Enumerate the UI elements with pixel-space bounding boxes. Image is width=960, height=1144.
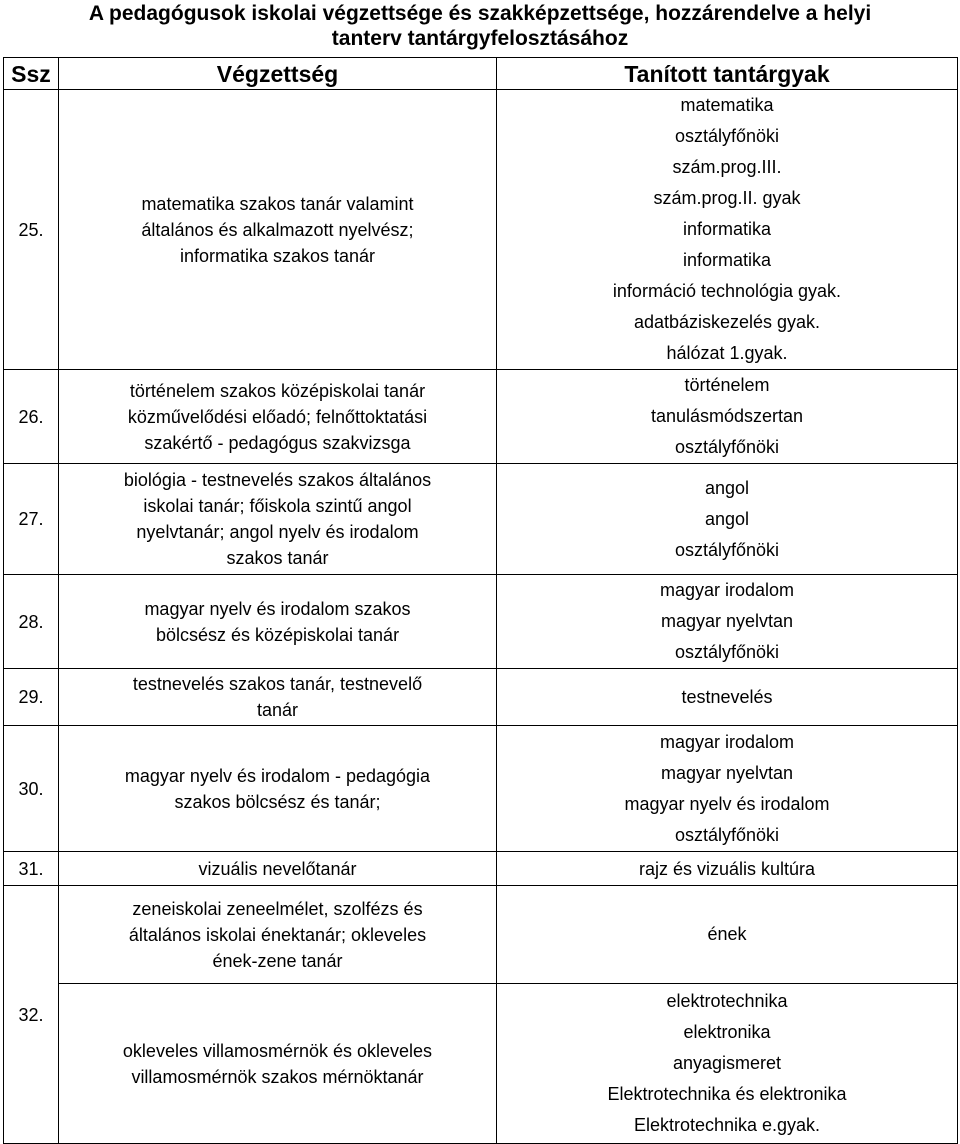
subject-item: magyar irodalom <box>659 731 795 752</box>
degree-line: informatika szakos tanár <box>179 245 376 266</box>
table-row <box>4 886 958 984</box>
row-number: 26. <box>4 370 59 464</box>
table-header-row <box>4 58 958 90</box>
degree-line: magyar nyelv és irodalom szakos <box>144 598 411 619</box>
subject-item: ének <box>707 924 747 944</box>
subject-item: szám.prog.II. gyak <box>653 188 801 208</box>
subject-item: informatika <box>682 250 772 270</box>
row-number: 30. <box>4 726 59 852</box>
subject-item: osztályfőnöki <box>674 539 780 560</box>
row-number: 27. <box>4 464 59 575</box>
subject-item: magyar irodalom <box>659 580 795 600</box>
row-number: 29. <box>4 669 59 726</box>
degree-cell <box>59 984 497 1144</box>
subjects-cell <box>497 90 958 370</box>
degree-line: szakos tanár <box>226 548 329 568</box>
teacher-table <box>3 57 958 1144</box>
document-title <box>0 0 960 51</box>
subject-item: Elektrotechnika és elektronika <box>607 1084 847 1104</box>
subject-item: informatika <box>682 219 772 239</box>
subjects-cell <box>497 984 958 1144</box>
table-row <box>4 90 958 370</box>
degree-line: szakértő - pedagógus szakvizsga <box>144 432 411 453</box>
subjects-cell <box>497 886 958 984</box>
degree-cell <box>59 90 497 370</box>
degree-line: villamosmérnök szakos mérnöktanár <box>131 1066 424 1087</box>
degree-line: általános és alkalmazott nyelvész; <box>141 219 414 240</box>
subject-item: elektrotechnika <box>666 991 788 1011</box>
subject-item: angol <box>704 508 750 529</box>
subjects-cell <box>497 726 958 852</box>
row-number: 31. <box>4 852 59 886</box>
degree-cell <box>59 669 497 726</box>
header-tanitott: Tanított tantárgyak <box>497 58 958 90</box>
degree-line: iskolai tanár; főiskola szintű angol <box>143 496 412 516</box>
subject-item: magyar nyelvtan <box>660 762 794 783</box>
table-row <box>4 726 958 852</box>
subjects-cell <box>497 669 958 726</box>
degree-cell <box>59 575 497 669</box>
degree-line: zeneiskolai zeneelmélet, szolfézs és <box>132 898 423 919</box>
subject-item: történelem <box>684 375 770 395</box>
subject-item: osztályfőnöki <box>674 126 780 146</box>
table-row <box>4 984 958 1144</box>
subject-item: anyagismeret <box>672 1053 782 1073</box>
degree-line: bölcsész és középiskolai tanár <box>155 624 400 645</box>
degree-line: magyar nyelv és irodalom - pedagógia <box>124 765 431 786</box>
subject-item: magyar nyelv és irodalom <box>624 793 830 814</box>
subjects-cell: rajz és vizuális kultúra <box>497 852 958 886</box>
degree-line: okleveles villamosmérnök és okleveles <box>122 1040 433 1061</box>
subjects-cell <box>497 575 958 669</box>
subject-item: Elektrotechnika e.gyak. <box>633 1115 821 1135</box>
subject-item: osztályfőnöki <box>674 824 780 845</box>
subjects-cell <box>497 370 958 464</box>
degree-line: közművelődési előadó; felnőttoktatási <box>127 406 428 427</box>
subject-item: hálózat 1.gyak. <box>666 343 788 363</box>
subject-item: adatbáziskezelés gyak. <box>633 312 821 332</box>
degree-line: ének-zene tanár <box>212 950 343 971</box>
degree-line: tanár <box>256 700 299 720</box>
row-number: 25. <box>4 90 59 370</box>
title-line-1: A pedagógusok iskolai végzettsége és szakképzettsége, hozzárendelve a helyi <box>88 2 872 25</box>
degree-line: történelem szakos középiskolai tanár <box>129 380 426 401</box>
subjects-cell <box>497 464 958 575</box>
degree-line: szakos bölcsész és tanár; <box>174 791 381 812</box>
subject-item: információ technológia gyak. <box>612 281 842 301</box>
subject-item: osztályfőnöki <box>674 437 780 457</box>
degree-cell: vizuális nevelőtanár <box>59 852 497 886</box>
degree-line: matematika szakos tanár valamint <box>141 193 414 214</box>
subject-item: testnevelés <box>681 686 773 707</box>
subject-item: angol <box>704 477 750 498</box>
table-row <box>4 669 958 726</box>
degree-cell <box>59 370 497 464</box>
row-number: 28. <box>4 575 59 669</box>
header-ssz: Ssz <box>4 58 59 90</box>
subject-item: tanulásmódszertan <box>650 406 804 426</box>
degree-line: általános iskolai énektanár; okleveles <box>128 924 427 945</box>
table-row <box>4 370 958 464</box>
subject-item: osztályfőnöki <box>674 642 780 662</box>
degree-line: testnevelés szakos tanár, testnevelő <box>132 674 423 694</box>
title-line-2: tanterv tantárgyfelosztásához <box>331 27 629 50</box>
degree-line: nyelvtanár; angol nyelv és irodalom <box>136 522 419 542</box>
subject-item: elektronika <box>683 1022 771 1042</box>
degree-cell <box>59 726 497 852</box>
row-number: 32. <box>4 886 59 1144</box>
table-row <box>4 575 958 669</box>
degree-cell <box>59 464 497 575</box>
header-vegzettseg: Végzettség <box>59 58 497 90</box>
subject-item: matematika <box>680 95 774 115</box>
table-row <box>4 464 958 575</box>
subject-item: szám.prog.III. <box>672 157 782 177</box>
degree-line: biológia - testnevelés szakos általános <box>123 470 432 490</box>
degree-cell <box>59 886 497 984</box>
subject-item: magyar nyelvtan <box>660 611 794 631</box>
table-row <box>4 852 958 886</box>
